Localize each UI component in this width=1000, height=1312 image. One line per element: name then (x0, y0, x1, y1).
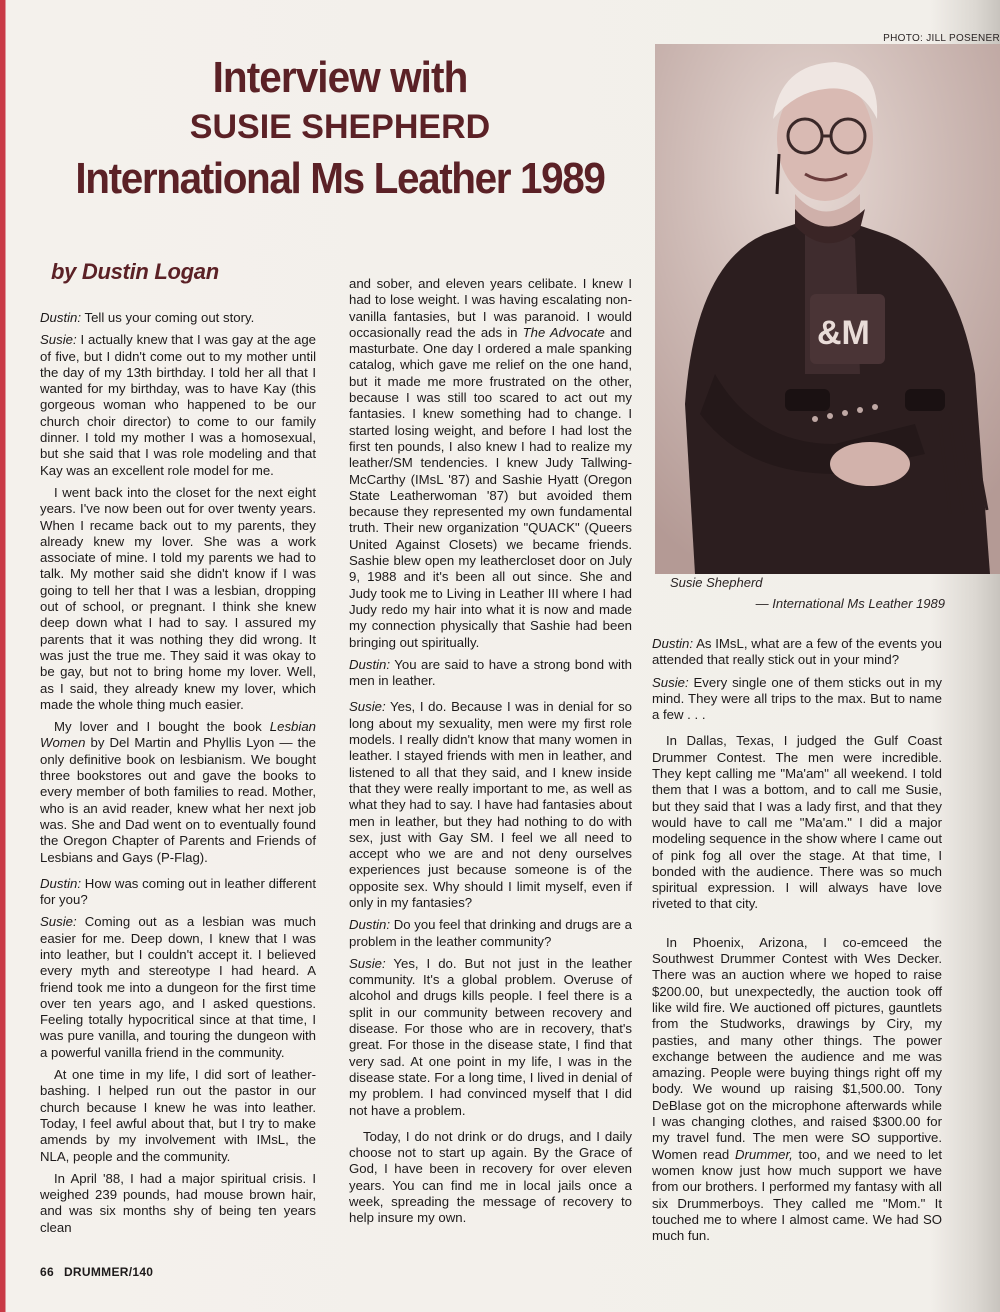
magazine-title: Drummer, (734, 1146, 793, 1162)
answer-paragraph (349, 699, 632, 911)
paragraph-text: I actually knew that I was gay at the age of five, but I didn't come out to my mother until the day of my 13th birthday. I told her all that I wanted for my birthday, was to have Kay (this gorgeous woman who happened to be our church choir director) to come to our family dinner. I told my mother I was a homosexual, but she said that I was role modeling and that Kay was an excellent role model for me. (40, 332, 316, 478)
page-folio (40, 1265, 153, 1279)
body-paragraph: In Dallas, Texas, I judged the Gulf Coast Drummer Contest. The men were incredible. They kept calling me "Ma'am" all weekend. I told them that I was a bottom, and to call me Susie, but they said that I was a lady first, and that they would have to call me "Ma'am." I did a major modeling sequence in the show where I came out of pink fog all over the stage. At that time, I bonded with the audience. There was so much spiritual expression. I will always have love riveted to that city. (652, 733, 942, 912)
speaker-label: Susie: (40, 914, 77, 930)
portrait-photo (655, 44, 1000, 574)
answer-paragraph (40, 914, 316, 1061)
paragraph-text: Every single one of them sticks out in my mind. They were all trips to the max. But to name a few . . . (652, 674, 942, 723)
photo-caption (670, 572, 945, 614)
paragraph-text: My lover and I bought the book (54, 719, 270, 735)
paragraph-text: As IMsL, what are a few of the events you attended that really stick out in your mind? (652, 636, 942, 668)
paragraph-text: Do you feel that drinking and drugs are a problem in the leather community? (349, 917, 632, 949)
paragraph-text: How was coming out in leather different for you? (40, 875, 316, 908)
paragraph-text: In Phoenix, Arizona, I co-emceed the Southwest Drummer Contest with Wes Decker. There was an auction where we hoped to raise $200.00, but unexpectedly, the auction took off like wild fire. We auctioned off pictures, gauntlets from the Studworks, drawings by Ciry, my pasties, and many other things. The power exchange between the audience and me was amazing. People were buying things right off my body. We wound up raising $1,500.00. Tony DeBlase got on the microphone afterwards while I was changing clothes, and raised $300.00 for my travel fund. The men were SO supportive. Women read (652, 934, 942, 1162)
body-paragraph (349, 276, 632, 651)
text-column-3 (652, 636, 942, 1250)
speaker-label: Susie: (349, 699, 386, 715)
body-paragraph (652, 935, 942, 1245)
speaker-label: Susie: (349, 955, 386, 971)
magazine-issue: DRUMMER/140 (63, 1265, 154, 1279)
speaker-label: Dustin: (349, 656, 391, 672)
question-paragraph (349, 657, 632, 690)
paragraph-text: by Del Martin and Phyllis Lyon — the only definitive book on lesbianism. We bought three bookstores out and gave the books to every member of both families to read. Mother, who is an avid reader, knew what her next job was. She and Dad went on to eventually found the Oregon Chapter of Parents and Friends of Lesbians and Gays (P-Flag). (40, 735, 316, 865)
page-number: 66 (40, 1265, 54, 1279)
speaker-label: Susie: (652, 674, 689, 690)
body-paragraph: In April '88, I had a major spiritual crisis. I weighed 239 pounds, had mouse brown hair, and was six months shy of being ten years clean (40, 1170, 316, 1235)
speaker-label: Susie: (40, 332, 77, 348)
title-line-3: International Ms Leather 1989 (75, 154, 605, 203)
paragraph-text: and masturbate. One day I ordered a male spanking catalog, which gave me relief on the one hand, but it made me more frustrated on the other, because I was still too scared to act out my fantasies. I knew something had to change. I started losing weight, and before I had lost the first ten pounds, I also knew I had to realize my leather/SM tendencies. I knew Judy Tallwing-McCarthy (IMsL '87) and Sashie Hyatt (Oregon State Leatherwoman '87) but avoided them because they represented my own fundamental truth. Their new organization "QUACK" (Queers United Against Closets) we became friends. Sashie blew open my leathercloset door on July 9, 1988 and it's been all out since. She and Judy took me to Living in Leather III where I had Judy redo my hair into what it is now and made my connection physically that Sashie had been bringing out spiritually. (349, 324, 632, 650)
body-paragraph: I went back into the closet for the next eight years. I've now been out for over twenty years. When I recame back out to my parents, they already knew my lover. She was a work associate of mine. I told my parents we had to talk. My mother said she didn't know if I was going to tell her that I was a lesbian, dropping out of school, or pregnant. I think she knew deep down what I had to say. I assured my parents that it was nothing they did wrong. It was just the true me. They said it was okay to be gay, but not to bring home my lover. Well, as I said, they already knew my lover, which made the whole thing much easier. (40, 484, 316, 712)
article-title (40, 52, 640, 208)
speaker-label: Dustin: (40, 875, 82, 891)
speaker-label: Dustin: (652, 636, 694, 651)
svg-text:&M: &M (817, 314, 870, 352)
paragraph-text: Yes, I do. Because I was in denial for so long about my sexuality, men were my first role models. I really didn't know that many women in leather. I stayed friends with men in leather, and listened to all that they said, and I knew inside that they were really important to me, as well as what they had to say. I have had fantasies about men in leather, but they had nothing to do with sex, just with Gay SM. I feel we all need to accept who we are and not deny ourselves experiences just because someone is of the opposite sex. Why should I limit myself, even if only in my fantasies? (349, 699, 632, 910)
text-column-2 (349, 276, 632, 1233)
paragraph-text: too, and we need to let women know just how much support we have from our brothers. I performed my fantasy with all six Drummerboys. They called me "Mom." It touched me to where I almost came. We had SO much fun. (652, 1146, 943, 1244)
paragraph-text: Coming out as a lesbian was much easier for me. Deep down, I knew that I was into leather, but I couldn't accept it. I believed every myth and stereotype I had heard. A friend took me into a dungeon for the first time over ten years ago, and I asked questions. Feeling totally hypocritical since at that time, I was pure vanilla, and touring the dungeon with a powerful vanilla friend in the community. (40, 914, 316, 1060)
answer-paragraph (652, 675, 942, 724)
title-line-2: SUSIE SHEPHERD (189, 108, 491, 146)
byline: by Dustin Logan (51, 259, 219, 284)
caption-name: Susie Shepherd (670, 575, 763, 590)
paragraph-text: You are said to have a strong bond with men in leather. (349, 656, 632, 689)
magazine-title: The Advocate (522, 324, 605, 340)
body-paragraph (40, 719, 316, 866)
answer-paragraph (349, 956, 632, 1119)
paragraph-text: and sober, and eleven years celibate. I knew I had to lose weight. I was having escalating non-vanilla fantasies, but I was paranoid. I would occasionally read the ads in (349, 276, 632, 340)
paragraph-text: Tell us your coming out story. (81, 310, 255, 325)
title-line-1: Interview with (212, 53, 468, 102)
question-paragraph (40, 310, 316, 326)
paragraph-text: Yes, I do. But not just in the leather community. It's a global problem. Overuse of alcohol and drugs kills people. I feel there is a split in our community between recovery and disease. For those who are in recovery, that's great. For those in the disease state, I find that very sad. At one point in my life, I was in the disease state. For a long time, I lived in denial of my problem. I had convinced myself that I did not have a problem. (349, 955, 632, 1118)
speaker-label: Dustin: (40, 310, 82, 325)
speaker-label: Dustin: (349, 917, 391, 933)
body-paragraph: Today, I do not drink or do drugs, and I daily choose not to start up again. By the Grace of God, I have been in recovery for over eleven years. You can find me in local jails once a week, spreading the message of recovery to help insure my own. (349, 1128, 632, 1226)
portrait-illustration (655, 44, 1000, 574)
caption-subtitle: — International Ms Leather 1989 (755, 596, 945, 611)
question-paragraph (349, 917, 632, 950)
photo-credit: PHOTO: JILL POSENER (883, 33, 1000, 44)
question-paragraph (652, 636, 942, 669)
question-paragraph (40, 876, 316, 909)
answer-paragraph (40, 332, 316, 479)
text-column-1 (40, 310, 316, 1242)
body-paragraph: At one time in my life, I did sort of leather-bashing. I helped run out the pastor in our church because I knew he was into leather. Today, I feel awful about that, but I try to make amends by my involvement with IMsL, the NLA, people and the community. (40, 1067, 316, 1164)
book-title: Lesbian Women (40, 719, 316, 751)
